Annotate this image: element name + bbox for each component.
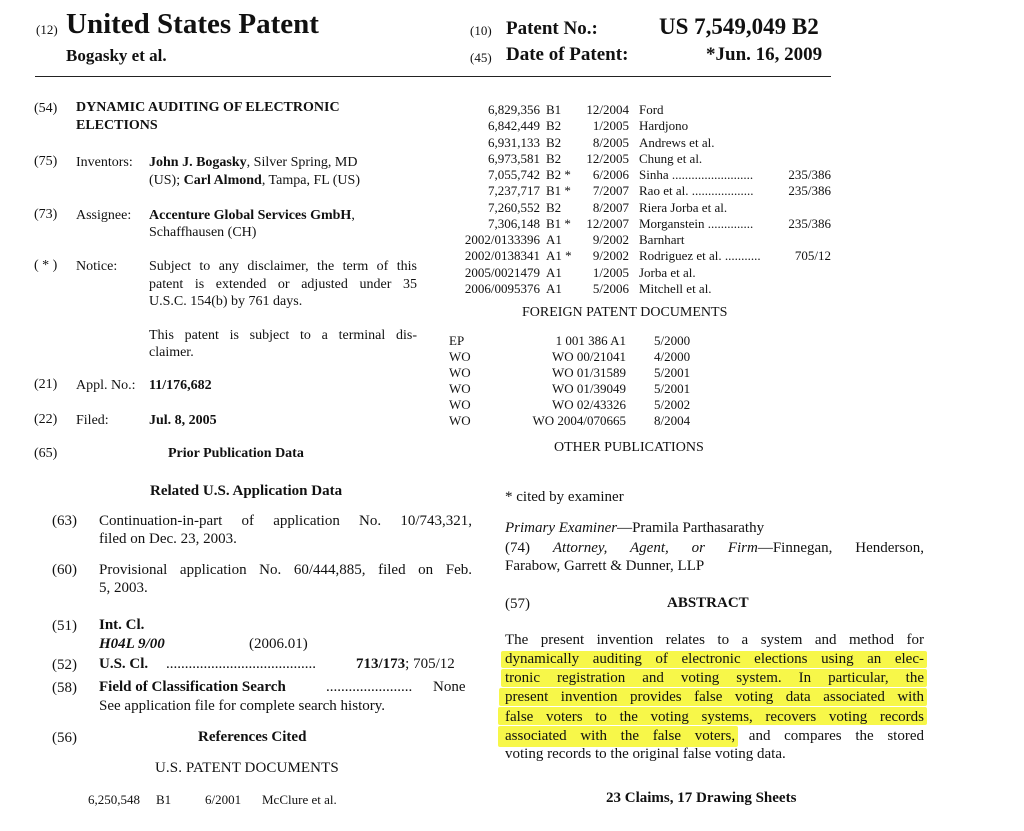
code-12: (12) (36, 22, 58, 37)
inventor-2-location: , Tampa, FL (US) (261, 173, 360, 188)
other-publications-title: OTHER PUBLICATIONS (554, 440, 704, 455)
code-74: (74) (505, 540, 530, 556)
inventor-1-name: John J. Bogasky (149, 155, 247, 170)
examiner-label: Primary Examiner (505, 520, 618, 536)
us-reference-row (0, 216, 1024, 232)
ref-number: 2002/0138341 (464, 248, 540, 264)
ref-date: 7/2007 (592, 183, 629, 199)
foreign-country: WO (449, 412, 471, 428)
ref-number: 7,055,742 (488, 167, 540, 182)
foreign-date: 4/2000 (654, 348, 691, 364)
us-reference-row (0, 135, 1024, 151)
us-cl-label: U.S. Cl. (99, 656, 149, 672)
ref-name: Chung et al. (639, 150, 703, 166)
ref-number: 6,842,449 (488, 118, 540, 134)
ref-class: 235/386 (788, 215, 831, 231)
provisional-line-2: 5, 2003. (99, 580, 148, 596)
code-54: (54) (34, 101, 58, 116)
prior-publication-title: Prior Publication Data (168, 446, 304, 461)
foreign-date: 5/2000 (654, 333, 691, 348)
ref-name: Andrews et al. (639, 134, 715, 150)
ref-kind: B2 (546, 118, 562, 134)
ref-name: Hardjono (639, 118, 689, 134)
ref-name: Morganstein .............. (639, 215, 754, 231)
inventor-1-location: , Silver Spring, MD (246, 155, 358, 170)
ref-name: Sinha ......................... (639, 167, 754, 182)
us-cl-rest: ; 705/12 (405, 656, 455, 672)
us-reference-row (0, 792, 480, 810)
ref-number: 6,250,548 (88, 792, 140, 807)
us-cl-main: 713/173 (356, 656, 406, 672)
ref-kind: A1 * (546, 248, 572, 264)
assignee-label: Assignee: (76, 208, 132, 223)
abstract-line-7: voting records to the original false voting data. (505, 746, 786, 762)
filed-label: Filed: (76, 413, 109, 428)
foreign-reference-row (0, 397, 1024, 413)
ref-number: 7,260,552 (488, 199, 540, 215)
us-reference-row (0, 183, 1024, 199)
foreign-number: WO 00/21041 (551, 348, 626, 364)
notice-line-4: This patent is subject to a terminal dis- (149, 328, 417, 343)
appl-no-label: Appl. No.: (76, 378, 136, 393)
us-reference-row (0, 151, 1024, 167)
foreign-country: WO (449, 396, 471, 412)
foreign-date: 5/2001 (654, 364, 691, 380)
code-45: (45) (470, 50, 492, 65)
foreign-date: 5/2002 (654, 396, 691, 412)
foreign-date: 8/2004 (654, 412, 691, 428)
attorney-line (505, 539, 924, 559)
int-cl-year: (2006.01) (249, 636, 308, 652)
code-21: (21) (34, 377, 58, 392)
ref-class: 705/12 (794, 248, 831, 264)
ref-name: Jorba et al. (639, 264, 696, 280)
claims-summary: 23 Claims, 17 Drawing Sheets (606, 790, 797, 806)
assignee-name: Accenture Global Services GmbH (149, 208, 352, 223)
code-51: (51) (52, 618, 77, 634)
ref-number: 6,973,581 (488, 150, 540, 166)
ref-date: 5/2006 (592, 280, 629, 296)
ref-number: 2005/0021479 (464, 264, 540, 280)
foreign-reference-row (0, 349, 1024, 365)
ref-class: 235/386 (788, 183, 831, 199)
code-65: (65) (34, 446, 58, 461)
patent-title: United States Patent (66, 8, 319, 40)
ref-kind: B2 (546, 134, 562, 150)
examiner-name: —Pramila Parthasarathy (617, 520, 765, 536)
patent-date: *Jun. 16, 2009 (706, 44, 823, 65)
assignee-line-2: Schaffhausen (CH) (149, 225, 257, 240)
cited-by-examiner: * cited by examiner (505, 489, 624, 505)
related-data-title: Related U.S. Application Data (150, 483, 343, 499)
patent-number: US 7,549,049 B2 (659, 14, 819, 39)
title-line-2: ELECTIONS (76, 118, 158, 133)
foreign-country: WO (449, 364, 471, 380)
code-52: (52) (52, 657, 77, 673)
us-cl-dots: ........................................ (166, 656, 316, 672)
code-57: (57) (505, 596, 530, 612)
foreign-number: WO 02/43326 (551, 396, 626, 412)
foreign-reference-row (0, 333, 1024, 349)
code-notice: ( * ) (34, 258, 58, 273)
title-line-1: DYNAMIC AUDITING OF ELECTRONIC (76, 100, 340, 115)
attorney-name: —Finnegan, Henderson, (757, 540, 924, 556)
abstract-line-4: present invention provides false voting data associated with (505, 689, 924, 705)
filed-value: Jul. 8, 2005 (149, 413, 217, 428)
ref-date: 12/2004 (586, 102, 629, 117)
foreign-number: 1 001 386 A1 (555, 333, 626, 348)
ref-date: 12/2007 (586, 215, 629, 231)
ref-class: 235/386 (788, 167, 831, 182)
code-73: (73) (34, 207, 58, 222)
ref-number: 6,931,133 (488, 134, 540, 150)
code-75: (75) (34, 154, 58, 169)
ref-name: Riera Jorba et al. (639, 199, 728, 215)
ref-date: 9/2002 (592, 232, 629, 247)
us-reference-row (0, 118, 1024, 134)
us-reference-row (0, 200, 1024, 216)
continuation-line-1: Continuation-in-part of application No. 10/743,321, (99, 513, 472, 529)
ref-date: 8/2007 (592, 199, 629, 215)
code-60: (60) (52, 562, 77, 578)
ref-name: Rodriguez et al. ........... (639, 248, 761, 264)
us-cl-value (356, 656, 455, 673)
ref-kind: A1 (546, 280, 562, 296)
foreign-date: 5/2001 (654, 380, 691, 396)
code-22: (22) (34, 412, 58, 427)
ref-number: 7,306,148 (488, 215, 540, 231)
ref-kind: A1 (546, 264, 562, 280)
primary-examiner (505, 520, 764, 537)
foreign-country: WO (449, 380, 471, 396)
foreign-reference-row (0, 365, 1024, 381)
date-label: Date of Patent: (506, 44, 629, 65)
ref-date: 12/2005 (586, 150, 629, 166)
foreign-reference-row (0, 381, 1024, 397)
int-cl-label: Int. Cl. (99, 617, 145, 633)
ref-date: 6/2001 (205, 792, 242, 807)
int-cl-class: H04L 9/00 (99, 636, 165, 652)
abstract-line-1: The present invention relates to a system and method for (505, 632, 924, 648)
inventor-2-name: Carl Almond (183, 173, 262, 188)
field-search-dots: ....................... (326, 679, 413, 695)
inventor-1-country: (US); (149, 173, 184, 188)
foreign-number: WO 01/31589 (551, 364, 626, 380)
abstract-title: ABSTRACT (667, 595, 749, 611)
patent-no-label: Patent No.: (506, 18, 598, 39)
ref-date: 9/2002 (592, 248, 629, 264)
abstract-line-3: tronic registration and voting system. In particular, the (505, 670, 924, 686)
ref-kind: B2 (546, 199, 562, 215)
ref-kind: B2 (546, 150, 562, 166)
us-reference-row (0, 265, 1024, 281)
field-search-note: See application file for complete search history. (99, 698, 386, 714)
notice-label: Notice: (76, 259, 118, 274)
us-documents-title: U.S. PATENT DOCUMENTS (155, 760, 339, 776)
code-56: (56) (52, 730, 77, 746)
ref-number: 2006/0095376 (464, 280, 540, 296)
appl-no-value: 11/176,682 (149, 378, 212, 393)
ref-number: 2002/0133396 (464, 232, 540, 247)
notice-line-1: Subject to any disclaimer, the term of this (149, 259, 417, 274)
us-reference-row (0, 102, 1024, 118)
abstract-line-2: dynamically auditing of electronic elections using an elec- (505, 651, 924, 667)
ref-name: Ford (639, 102, 664, 117)
attorney-line-2: Farabow, Garrett & Dunner, LLP (505, 558, 705, 574)
us-reference-row (0, 232, 1024, 248)
abstract-line-5: false voters to the voting systems, recovers voting records (505, 709, 924, 725)
code-58: (58) (52, 680, 77, 696)
inventors-label: Inventors: (76, 155, 133, 170)
patent-authors: Bogasky et al. (66, 46, 167, 65)
us-reference-row (0, 167, 1024, 183)
code-63: (63) (52, 513, 77, 529)
foreign-country: WO (449, 348, 471, 364)
notice-line-3: U.S.C. 154(b) by 761 days. (149, 294, 303, 309)
assignee-comma: , (351, 208, 355, 223)
ref-name: Rao et al. ................... (639, 183, 754, 199)
header-rule (35, 76, 831, 77)
foreign-docs-title: FOREIGN PATENT DOCUMENTS (522, 305, 728, 320)
ref-number: 6,829,356 (488, 102, 540, 117)
ref-date: 1/2005 (592, 264, 629, 280)
us-reference-row (0, 248, 1024, 264)
us-reference-row (0, 281, 1024, 297)
field-search-label: Field of Classification Search (99, 679, 286, 695)
code-10: (10) (470, 23, 492, 38)
ref-date: 1/2005 (592, 118, 629, 134)
foreign-country: EP (449, 333, 465, 348)
foreign-number: WO 2004/070665 (532, 412, 626, 428)
references-title: References Cited (198, 729, 307, 745)
ref-kind: B1 * (546, 215, 571, 231)
ref-kind: B1 * (546, 183, 571, 199)
ref-kind: B1 (156, 792, 172, 807)
continuation-line-2: filed on Dec. 23, 2003. (99, 531, 237, 547)
ref-date: 6/2006 (592, 167, 629, 182)
ref-kind: A1 (546, 232, 562, 247)
ref-number: 7,237,717 (488, 183, 540, 199)
ref-name: Barnhart (639, 232, 685, 247)
ref-kind: B2 * (546, 167, 571, 182)
ref-kind: B1 (546, 102, 562, 117)
notice-line-5: claimer. (149, 345, 194, 360)
notice-line-2: patent is extended or adjusted under 35 (149, 277, 417, 292)
abstract-line-6: associated with the false voters, and compares the stored (505, 728, 924, 744)
foreign-number: WO 01/39049 (551, 380, 626, 396)
provisional-line-1: Provisional application No. 60/444,885, filed on Feb. (99, 562, 472, 578)
attorney-label: Attorney, Agent, or Firm (552, 540, 758, 556)
ref-name: Mitchell et al. (639, 280, 712, 296)
ref-date: 8/2005 (592, 134, 629, 150)
foreign-reference-row (0, 413, 1024, 429)
ref-name: McClure et al. (262, 792, 337, 807)
field-search-value: None (433, 679, 466, 695)
